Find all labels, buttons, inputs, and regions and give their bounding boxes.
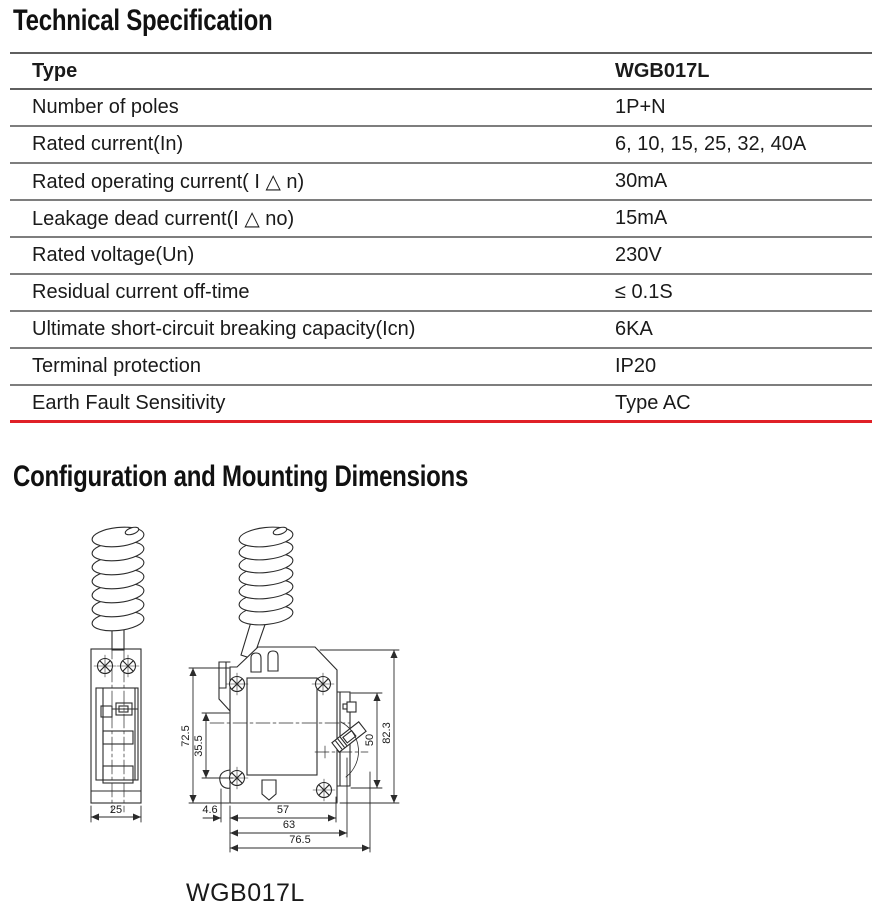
dim-label-width-outer: 76.5 bbox=[289, 834, 311, 846]
table-row bbox=[10, 312, 872, 349]
spec-value: 1P+N bbox=[615, 96, 666, 118]
table-row bbox=[10, 164, 872, 201]
spec-label: Rated current(In) bbox=[32, 133, 184, 155]
section-title: Configuration and Mounting Dimensions bbox=[13, 460, 469, 493]
spec-label: Number of poles bbox=[32, 96, 179, 118]
dim-label-right-inner: 50 bbox=[364, 733, 376, 747]
dim-label-inner-height: 35.5 bbox=[193, 735, 205, 757]
dim-label-front-width: 25 bbox=[109, 804, 123, 816]
dim-label-side-height: 72.5 bbox=[180, 725, 192, 747]
dim-front-width bbox=[91, 804, 141, 822]
spec-header-label: Type bbox=[32, 59, 78, 82]
dim-label-offset: 4.6 bbox=[202, 804, 218, 816]
spec-header-value: WGB017L bbox=[615, 59, 710, 82]
spec-table-header-row bbox=[10, 54, 872, 90]
spec-value: 15mA bbox=[615, 207, 668, 229]
spec-label: Earth Fault Sensitivity bbox=[32, 391, 226, 414]
spec-label: Residual current off-time bbox=[32, 281, 250, 303]
page-title: Technical Specification bbox=[13, 4, 273, 37]
model-caption: WGB017L bbox=[186, 879, 305, 907]
spec-value: 30mA bbox=[615, 170, 668, 192]
terminal-screw bbox=[94, 655, 116, 677]
side-view-drawing bbox=[180, 525, 399, 852]
spec-table bbox=[10, 52, 872, 423]
table-row bbox=[10, 90, 872, 127]
table-row bbox=[10, 275, 872, 312]
dim-label-width-inner: 57 bbox=[276, 804, 290, 816]
front-view-drawing bbox=[91, 525, 145, 822]
table-row bbox=[10, 349, 872, 386]
spec-value: 6KA bbox=[615, 318, 653, 340]
table-row bbox=[10, 201, 872, 238]
coil-wire-side bbox=[238, 525, 294, 659]
spec-label: Rated operating current( I △ n) bbox=[32, 171, 305, 193]
spec-label: Rated voltage(Un) bbox=[32, 244, 195, 266]
dim-label-width-mid: 63 bbox=[282, 819, 296, 831]
spec-value: Type AC bbox=[615, 391, 691, 414]
spec-value: ≤ 0.1S bbox=[615, 281, 673, 303]
spec-label: Leakage dead current(I △ no) bbox=[32, 208, 295, 230]
table-row bbox=[10, 238, 872, 275]
table-row bbox=[10, 386, 872, 423]
spec-label: Ultimate short-circuit breaking capacity(Icn) bbox=[32, 318, 416, 340]
terminal-screw bbox=[117, 655, 139, 677]
table-row bbox=[10, 127, 872, 164]
spec-value: 6, 10, 15, 25, 32, 40A bbox=[615, 133, 807, 155]
mounting-dimensions-drawing bbox=[0, 500, 440, 911]
spec-value: 230V bbox=[615, 244, 662, 266]
coil-wire-front bbox=[91, 525, 145, 650]
spec-value: IP20 bbox=[615, 355, 657, 377]
dim-label-right-height: 82.3 bbox=[381, 722, 393, 744]
spec-label: Terminal protection bbox=[32, 355, 201, 377]
